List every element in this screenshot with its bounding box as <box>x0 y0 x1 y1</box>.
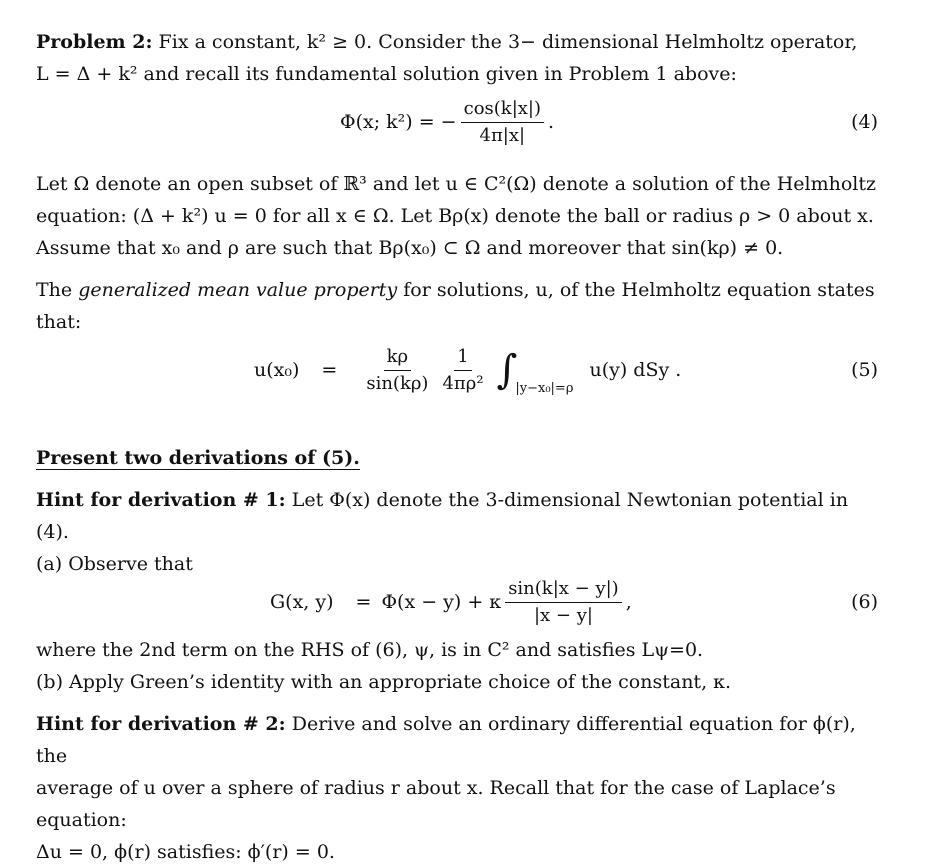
hint-2-line-2: average of u over a sphere of radius r about x. Recall that for the case of Laplace’s equation: <box>36 777 836 831</box>
task-text: Present two derivations of (5). <box>36 447 360 469</box>
hint-1-text: Let Φ(x) denote the 3-dimensional Newtonian potential in (4). <box>36 489 849 543</box>
problem-line-1: Fix a constant, k² ≥ 0. Consider the 3− dimensional Helmholtz operator, <box>152 31 858 53</box>
hint-1-part-a: (a) Observe that <box>36 553 193 575</box>
hint-2-paragraph <box>36 708 886 868</box>
setup-paragraph <box>36 168 886 264</box>
equation-6-body <box>270 570 632 634</box>
equation-6-number: (6) <box>851 591 878 613</box>
hint-1-rest-line-1: where the 2nd term on the RHS of (6), ψ, is in C² and satisfies Lψ=0. <box>36 639 704 661</box>
equation-5-equals: = <box>321 359 338 381</box>
problem-heading: Problem 2: <box>36 31 153 53</box>
equation-6-lhs: G(x, y) <box>270 591 334 613</box>
equation-5-fraction-1-numerator: kρ <box>384 346 412 371</box>
hint-2-line-3: Δu = 0, ϕ(r) satisfies: ϕ′(r) = 0. <box>36 841 335 863</box>
problem-page <box>36 26 886 868</box>
equation-4-numerator: cos(k|x|) <box>461 98 544 123</box>
equation-4 <box>36 90 886 154</box>
problem-line-2: L = Δ + k² and recall its fundamental solution given in Problem 1 above: <box>36 63 737 85</box>
equation-5-fraction-1-denominator: sin(kρ) <box>366 372 429 394</box>
hint-1-continuation <box>36 634 886 698</box>
hint-2-text: Derive and solve an ordinary differential equation for ϕ(r), the <box>36 713 856 767</box>
mean-value-prefix: The <box>36 279 79 301</box>
setup-line-3: Assume that x₀ and ρ are such that Bρ(x₀) ⊂ Ω and moreover that sin(kρ) ≠ 0. <box>36 237 784 259</box>
equation-5-fraction-2-numerator: 1 <box>454 346 471 371</box>
equation-5-fraction-2 <box>439 346 486 395</box>
equation-5-fraction-1 <box>363 346 431 395</box>
setup-line-1: Let Ω denote an open subset of ℝ³ and let u ∈ C²(Ω) denote a solution of the Helmholtz <box>36 173 877 195</box>
equation-5-integral <box>496 347 574 396</box>
mean-value-statement <box>36 274 886 338</box>
integral-domain: |y−x₀|=ρ <box>515 381 574 396</box>
mean-value-emphasis: generalized mean value property <box>78 279 398 301</box>
equation-6-middle: Φ(x − y) + κ <box>381 591 502 613</box>
task-statement <box>36 442 886 474</box>
equation-6-tail: , <box>625 591 632 613</box>
hint-1-paragraph <box>36 484 886 580</box>
equation-4-lhs: Φ(x; k²) = − <box>340 111 457 133</box>
equation-4-body <box>340 90 554 154</box>
hint-1-heading: Hint for derivation # 1: <box>36 489 286 511</box>
equation-6-equals: = <box>355 591 372 613</box>
equation-5-body <box>254 338 681 402</box>
problem-intro <box>36 26 886 90</box>
setup-line-2: equation: (Δ + k²) u = 0 for all x ∈ Ω. Let Bρ(x) denote the ball or radius ρ > 0 about x. <box>36 205 874 227</box>
equation-5-fraction-2-denominator: 4πρ² <box>442 372 484 394</box>
equation-4-denominator: 4π|x| <box>479 124 526 146</box>
equation-6-numerator: sin(k|x − y|) <box>505 578 622 603</box>
mean-value-suffix: for solutions, u, of the Helmholtz equation states that: <box>36 279 875 333</box>
equation-6-fraction <box>505 578 622 627</box>
equation-4-fraction <box>461 98 544 147</box>
integral-symbol: ∫ <box>496 347 518 393</box>
hint-2-heading: Hint for derivation # 2: <box>36 713 286 735</box>
equation-4-tail: . <box>548 111 555 133</box>
hint-1-part-b: (b) Apply Green’s identity with an appropriate choice of the constant, κ. <box>36 671 732 693</box>
equation-6-denominator: |x − y| <box>533 604 593 626</box>
equation-5-number: (5) <box>851 359 878 381</box>
equation-5-lhs: u(x₀) <box>254 359 300 381</box>
equation-5-integrand: u(y) dSy . <box>589 359 682 381</box>
equation-5 <box>36 338 886 402</box>
equation-6 <box>36 570 886 634</box>
equation-4-number: (4) <box>851 111 878 133</box>
